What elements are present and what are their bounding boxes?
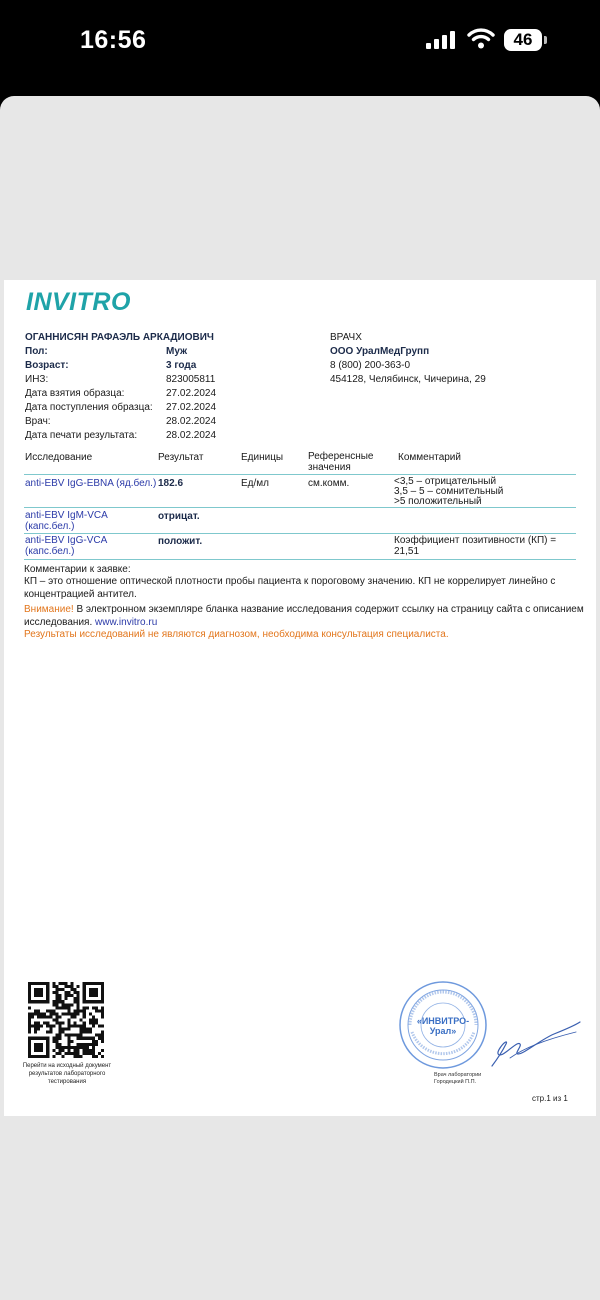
warning-text: В электронном экземпляре бланка название исследования содержит ссылку на страницу сайта с описанием [73, 604, 584, 615]
lab-report-page [4, 280, 596, 1116]
field-label-inz: ИНЗ: [25, 374, 49, 385]
field-label-doctor: Врач: [25, 416, 51, 427]
row1-test-link[interactable]: anti-EBV IgG-EBNA (яд.бел.) [25, 478, 157, 489]
invitro-site-link[interactable]: www.invitro.ru [95, 617, 158, 628]
row1-divider [24, 507, 576, 508]
doctor-phone: 8 (800) 200-363-0 [330, 360, 411, 371]
row2-result: отрицат. [158, 511, 200, 522]
stamp-text: «ИНВИТРО- [416, 1016, 470, 1026]
signer [434, 1072, 481, 1086]
row3-test-l1: anti-EBV IgG-VCA [25, 535, 108, 546]
notes-text-l2: концентрацией антител. [24, 589, 137, 600]
field-label-sample-date: Дата взятия образца: [25, 388, 125, 399]
signer-l2: Городецкий П.П. [434, 1079, 477, 1085]
field-value-sample-date: 27.02.2024 [166, 388, 217, 399]
status-bar [0, 0, 600, 90]
battery-icon: 46 [504, 29, 542, 51]
row3-test-link[interactable] [25, 535, 107, 557]
invitro-logo: INVITRO [26, 288, 131, 316]
doctor-org: ООО УралМедГрупп [330, 346, 430, 357]
field-label-sex: Пол: [25, 346, 48, 357]
field-value-inz: 823005811 [166, 374, 216, 385]
row2-divider [24, 533, 576, 534]
row2-test-l2: (капс.бел.) [25, 521, 75, 532]
row1-comment-l3: >5 положительный [394, 496, 482, 507]
doctor-signature [484, 1018, 584, 1073]
disclaimer: Результаты исследований не являются диагнозом, необходима консультация специалиста. [24, 629, 449, 640]
notes-text-l1: КП – это отношение оптической плотности пробы пациента к пороговому значению. КП не коррелирует линейно с [24, 576, 556, 587]
wifi-icon [467, 27, 495, 49]
field-label-age: Возраст: [25, 360, 69, 371]
qr-code[interactable] [28, 982, 104, 1058]
warning-label: Внимание! [24, 604, 74, 615]
lab-stamp [398, 980, 488, 1070]
row3-comment-l2: 21,51 [394, 546, 420, 557]
row2-test-l1: anti-EBV IgM-VCA [25, 510, 108, 521]
col-header-comment: Комментарий [398, 452, 461, 463]
row1-reference: см.комм. [308, 478, 350, 489]
page-number: стр.1 из 1 [532, 1094, 568, 1103]
col-header-units: Единицы [241, 452, 284, 463]
field-value-age: 3 года [166, 360, 197, 371]
svg-text:Урал»: Урал» [429, 1026, 457, 1036]
qr-caption: Перейти на исходный документ результатов лабораторного тестирования [22, 1063, 112, 1085]
signer-l1: Врач лаборатории [434, 1072, 482, 1078]
warning-block [24, 603, 584, 629]
battery-tip [544, 36, 547, 44]
row2-test-link[interactable] [25, 510, 108, 532]
row3-comment-l1: Коэффициент позитивности (КП) = [394, 535, 557, 546]
doctor-address: 454128, Челябинск, Чичерина, 29 [330, 374, 486, 385]
field-value-print-date: 28.02.2024 [166, 430, 217, 441]
field-value-sex: Муж [166, 346, 188, 357]
col-header-reference-l1: Референсные [308, 451, 374, 462]
row1-comment [394, 477, 503, 507]
field-value-received-date: 27.02.2024 [166, 402, 217, 413]
status-time: 16:56 [80, 26, 147, 54]
row1-units: Ед/мл [241, 478, 269, 489]
doctor-title: ВРАЧХ [330, 332, 362, 343]
row3-comment [394, 535, 556, 557]
row1-result: 182.6 [158, 478, 184, 489]
notes-heading: Комментарии к заявке: [24, 564, 131, 575]
col-header-result: Результат [158, 452, 204, 463]
patient-name: ОГАННИСЯН РАФАЭЛЬ АРКАДИОВИЧ [25, 332, 214, 343]
col-header-reference [308, 451, 374, 473]
row1-comment-l1: <3,5 – отрицательный [394, 476, 497, 487]
col-header-test: Исследование [25, 452, 93, 463]
row1-comment-l2: 3,5 – 5 – сомнительный [394, 486, 504, 497]
field-label-print-date: Дата печати результата: [25, 430, 138, 441]
field-value-doctor: 28.02.2024 [166, 416, 217, 427]
row3-divider [24, 559, 576, 560]
warning-text-2: исследования. [24, 617, 96, 628]
row3-test-l2: (капс.бел.) [25, 546, 75, 557]
field-label-received-date: Дата поступления образца: [25, 402, 153, 413]
table-header-divider [24, 474, 576, 475]
notes-text [24, 575, 555, 601]
signal-icon [426, 31, 456, 49]
row3-result: положит. [158, 536, 203, 547]
col-header-reference-l2: значения [308, 462, 351, 473]
